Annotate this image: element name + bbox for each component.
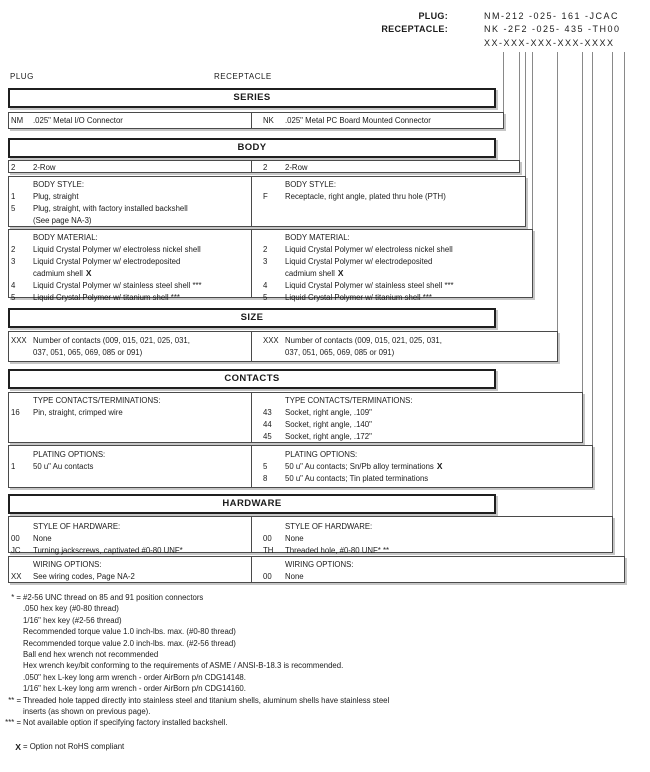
option-desc: .025" Metal I/O Connector (33, 116, 123, 125)
footnote-line: .050" hex L-key long arm wrench - order AirBorn p/n CDG14148. (23, 672, 246, 682)
receptacle-column-label: RECEPTACLE (214, 72, 272, 81)
option-line: 037, 051, 065, 069, 085 or 091) (33, 348, 143, 357)
connector-line-plating (592, 52, 593, 445)
column-section-header: PLATING OPTIONS: (33, 450, 106, 459)
option-desc: .025" Metal PC Board Mounted Connector (285, 116, 431, 125)
option-line: XXX Number of contacts (009, 015, 021, 025, 031, (11, 336, 190, 345)
column-divider (251, 161, 252, 172)
column-section-header: PLATING OPTIONS: (285, 450, 358, 459)
option-line: XX See wiring codes, Page NA-2 (11, 572, 135, 581)
option-line: TH Threaded hole, #0-80 UNF* ** (263, 546, 390, 555)
column-section-header: TYPE CONTACTS/TERMINATIONS: (285, 396, 413, 405)
option-line: 00 None (263, 572, 304, 581)
plug-part-number-value: NM-212 -025- 161 -JCAC (484, 11, 620, 21)
option-line: 037, 051, 065, 069, 085 or 091) (285, 348, 395, 357)
body-style-row (8, 176, 526, 227)
size-section-header: SIZE (8, 308, 496, 328)
body-rows-option (262, 162, 516, 174)
body-rows-option (10, 162, 248, 174)
body-material-row (8, 229, 533, 302)
connector-line-series (503, 52, 504, 112)
option-code: NK (263, 116, 274, 125)
series-option-receptacle (262, 115, 500, 127)
option-line: 16 Pin, straight, crimped wire (11, 408, 123, 417)
option-line (10, 191, 248, 203)
connector-line-hardware-style (612, 52, 613, 516)
plating-options-row (8, 445, 593, 488)
column-section-header: BODY MATERIAL: (33, 233, 98, 242)
option-code: F (263, 192, 268, 201)
footnote-line: ** = Threaded hole tapped directly into stainless steel and titanium shells, aluminum shells have stainless steel (8, 695, 390, 705)
column-section-header: BODY STYLE: (33, 180, 84, 189)
option-desc: Plug, straight (33, 192, 79, 201)
option-line: 3 Liquid Crystal Polymer w/ electrodeposited (11, 257, 181, 266)
footnote-line: Recommended torque value 2.0 inch-lbs. max. (#2-56 thread) (23, 638, 236, 648)
footnote-line: .050 hex key (#0-80 thread) (23, 604, 119, 614)
column-divider (251, 517, 252, 552)
not-rohs-mark: X (15, 742, 21, 752)
option-line: 3 Liquid Crystal Polymer w/ electrodeposited (263, 257, 433, 266)
body-section-header: BODY (8, 138, 496, 158)
connector-line-wiring (624, 52, 625, 556)
option-code: 1 (11, 192, 16, 201)
footnotes-block (5, 592, 644, 729)
series-section-header: SERIES (8, 88, 496, 108)
option-line: 5 Liquid Crystal Polymer w/ titanium shell *** (11, 293, 180, 302)
contacts-section-header: CONTACTS (8, 369, 496, 389)
connector-line-body-style (525, 52, 526, 176)
receptacle-part-number-value: NK -2F2 -025- 435 -TH00 (484, 24, 621, 34)
column-divider (251, 113, 252, 128)
footnote-line: *** = Not available option if specifying factory installed backshell. (5, 718, 228, 728)
connector-line-contacts-type (582, 52, 583, 392)
column-divider (251, 177, 252, 226)
column-section-header: BODY STYLE: (285, 180, 336, 189)
hardware-section-header: HARDWARE (8, 494, 496, 514)
wiring-options-row (8, 556, 625, 583)
column-divider (251, 557, 252, 582)
option-desc: 2-Row (33, 163, 56, 172)
option-line: 2 Liquid Crystal Polymer w/ electroless nickel shell (11, 245, 201, 254)
receptacle-part-number-label: RECEPTACLE: (381, 24, 448, 34)
option-line: 5 Liquid Crystal Polymer w/ titanium shell *** (263, 293, 432, 302)
size-row (8, 331, 558, 362)
option-desc: 2-Row (285, 163, 308, 172)
plug-column-label: PLUG (10, 72, 34, 81)
column-section-header: WIRING OPTIONS: (285, 560, 354, 569)
footnote-line: 1/16" hex L-key long arm wrench - order AirBorn p/n CDG14160. (23, 684, 246, 694)
option-code: NM (11, 116, 24, 125)
part-number-mask: XX-XXX-XXX-XXX-XXXX (484, 38, 615, 48)
option-line: cadmium shell X (285, 268, 344, 278)
footnote-line: Hex wrench key/bit conforming to the requirements of ASME / ANSI-B-18.3 is recommended. (23, 661, 344, 671)
option-desc: Plug, straight, with factory installed backshell (33, 204, 188, 213)
option-code: 2 (11, 163, 16, 172)
option-line: 43 Socket, right angle, .109" (263, 408, 372, 417)
option-desc: (See page NA-3) (33, 216, 92, 225)
option-line: cadmium shell X (33, 268, 92, 278)
option-line: 2 Liquid Crystal Polymer w/ electroless nickel shell (263, 245, 453, 254)
connector-line-size (557, 52, 558, 331)
not-rohs-mark: X (337, 268, 344, 278)
option-line: 8 50 u" Au contacts; Tin plated terminations (263, 474, 429, 483)
footnote-line: Ball end hex wrench not recommended (23, 650, 159, 660)
footnote-line: 1/16" hex key (#2-56 thread) (23, 615, 122, 625)
option-line: 4 Liquid Crystal Polymer w/ stainless steel shell *** (11, 281, 202, 290)
option-code: 5 (11, 204, 16, 213)
option-line: 1 50 u" Au contacts (11, 462, 94, 471)
option-line: 4 Liquid Crystal Polymer w/ stainless steel shell *** (263, 281, 454, 290)
plug-part-number-label: PLUG: (418, 11, 448, 21)
column-divider (251, 230, 252, 297)
option-line (262, 191, 522, 203)
series-option-plug (10, 115, 248, 127)
connector-line-body-material (532, 52, 533, 229)
column-divider (251, 393, 252, 442)
column-section-header: TYPE CONTACTS/TERMINATIONS: (33, 396, 161, 405)
not-rohs-mark: X (436, 461, 443, 471)
footnote-line: * = #2-56 UNC thread on 85 and 91 position connectors (11, 593, 204, 602)
option-desc: Receptacle, right angle, plated thru hole (PTH) (285, 192, 446, 201)
hardware-style-row (8, 516, 613, 553)
option-line: 00 None (263, 534, 304, 543)
footnote-line: inserts (as shown on previous page). (23, 707, 151, 717)
column-section-header: STYLE OF HARDWARE: (33, 522, 121, 531)
option-line: 5 50 u" Au contacts; Sn/Pb alloy terminations X (263, 461, 443, 471)
option-line: JC Turning jackscrews, captivated #0-80 UNF* (11, 546, 183, 555)
rohs-note: X = Option not RoHS compliant (8, 741, 124, 753)
column-section-header: WIRING OPTIONS: (33, 560, 102, 569)
column-divider (251, 332, 252, 361)
column-section-header: STYLE OF HARDWARE: (285, 522, 373, 531)
body-rows-row (8, 160, 520, 173)
connector-line-body-rows (519, 52, 520, 160)
series-row (8, 112, 504, 129)
option-line: 44 Socket, right angle, .140" (263, 420, 372, 429)
option-line (10, 203, 248, 215)
option-code: 2 (263, 163, 268, 172)
option-line: 00 None (11, 534, 52, 543)
not-rohs-mark: X (85, 268, 92, 278)
column-divider (251, 446, 252, 487)
option-line: XXX Number of contacts (009, 015, 021, 025, 031, (263, 336, 442, 345)
contacts-type-row (8, 392, 583, 443)
option-line (10, 215, 248, 227)
option-line: 45 Socket, right angle, .172" (263, 432, 372, 441)
option-code (10, 215, 33, 227)
footnote-line: Recommended torque value 1.0 inch-lbs. max. (#0-80 thread) (23, 627, 236, 637)
column-section-header: BODY MATERIAL: (285, 233, 350, 242)
